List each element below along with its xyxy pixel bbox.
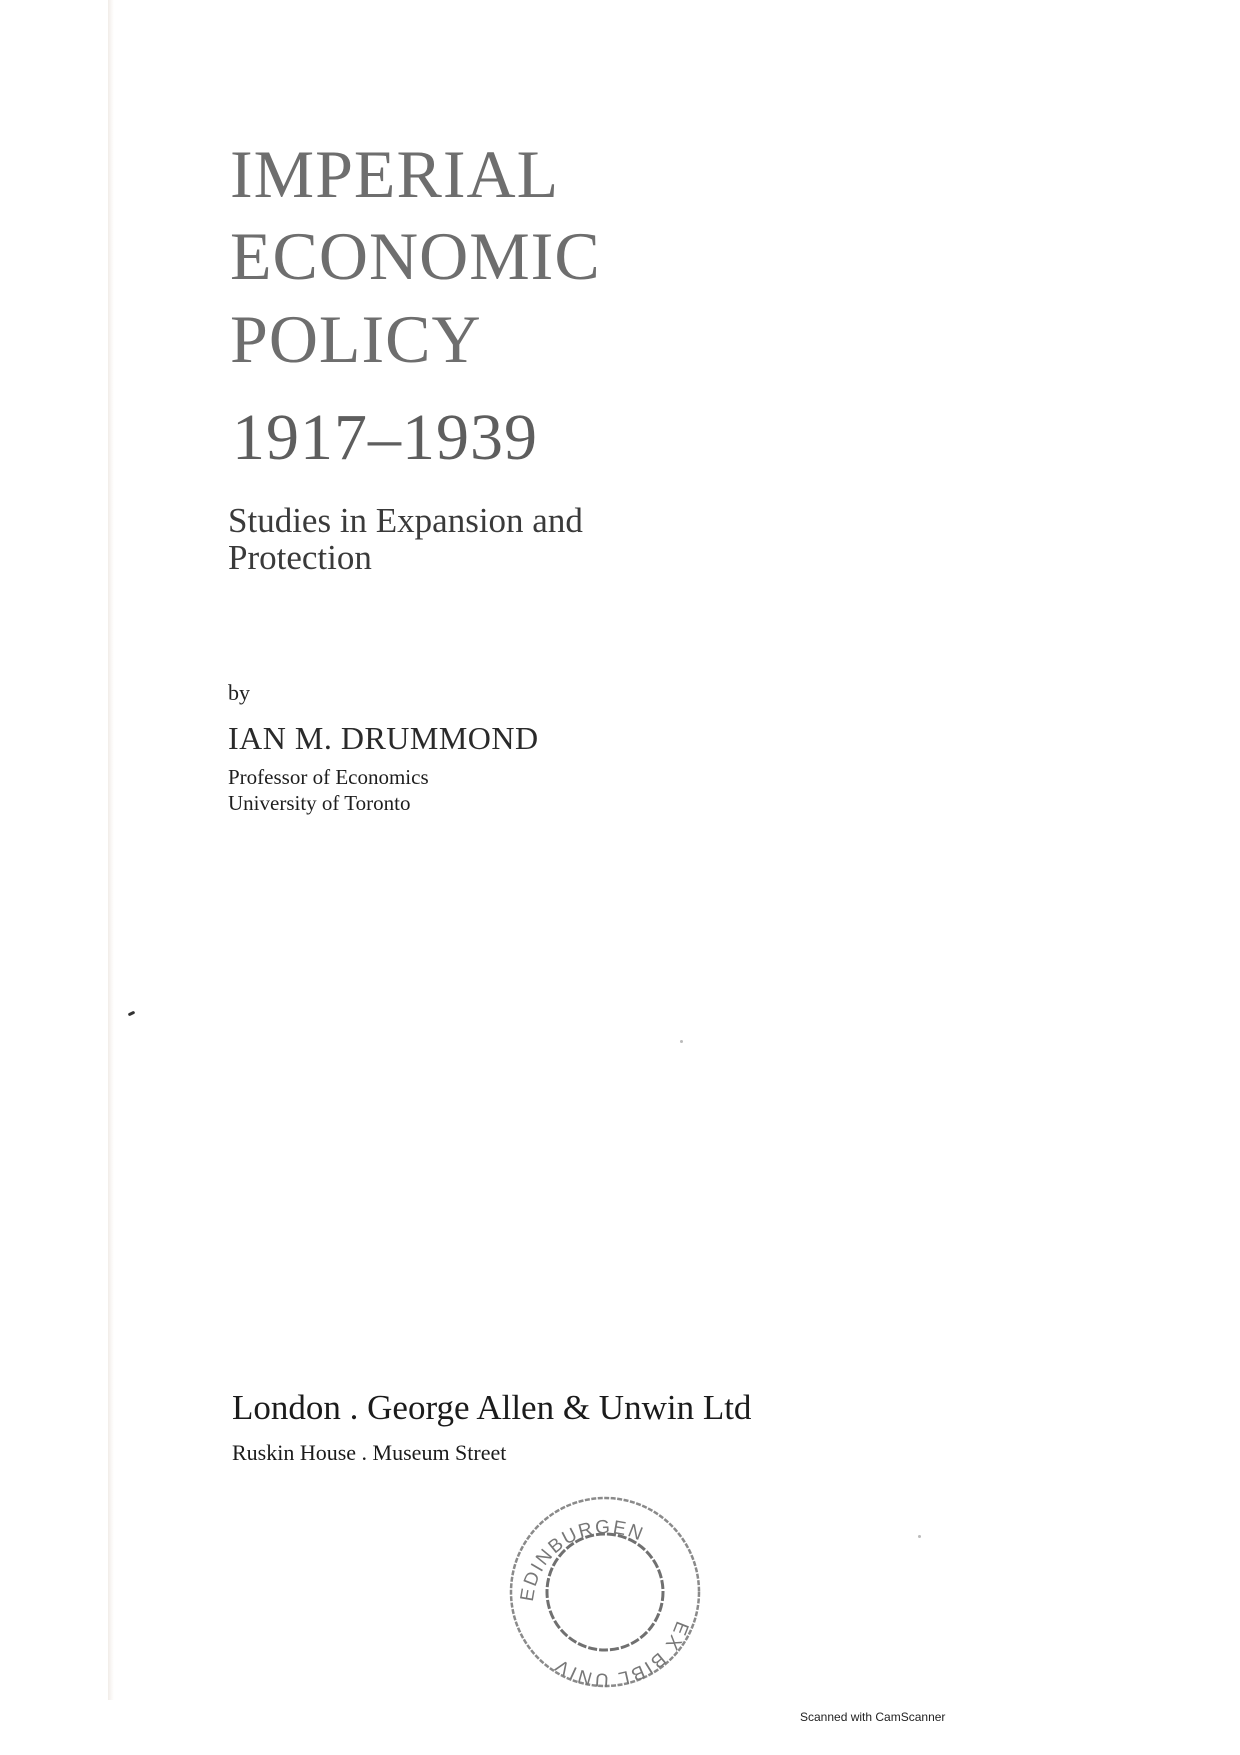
author-position: Professor of Economics [228,765,429,789]
library-stamp-graphic [505,1492,705,1692]
ink-mark [128,1011,136,1017]
library-stamp [505,1492,705,1692]
book-title-line-1: IMPERIAL [230,136,560,212]
page-spine-edge [108,0,114,1700]
book-subtitle [228,502,648,576]
author-affiliation [228,764,429,816]
by-label: by [228,680,250,705]
book-years: 1917–1939 [232,401,538,474]
book-title-line-3: POLICY [230,301,482,377]
publisher-line: London . George Allen & Unwin Ltd [232,1388,752,1427]
scanner-watermark: Scanned with CamScanner [800,1710,946,1724]
publisher-address: Ruskin House . Museum Street [232,1440,507,1465]
stamp-bottom-text: EX BIBL UNIV [550,1618,693,1691]
dust-speck [680,1040,683,1043]
author-institution: University of Toronto [228,791,411,815]
dust-speck [918,1535,921,1538]
svg-text:EDINBURGEN [517,1517,647,1603]
subtitle-line-2: Protection [228,538,372,577]
subtitle-line-1: Studies in Expansion and [228,501,583,540]
stamp-top-text: EDINBURGEN [516,1516,648,1603]
svg-text:EX BIBL UNIV [550,1618,692,1690]
author-name: IAN M. DRUMMOND [228,720,539,756]
book-title-line-2: ECONOMIC [230,218,601,294]
